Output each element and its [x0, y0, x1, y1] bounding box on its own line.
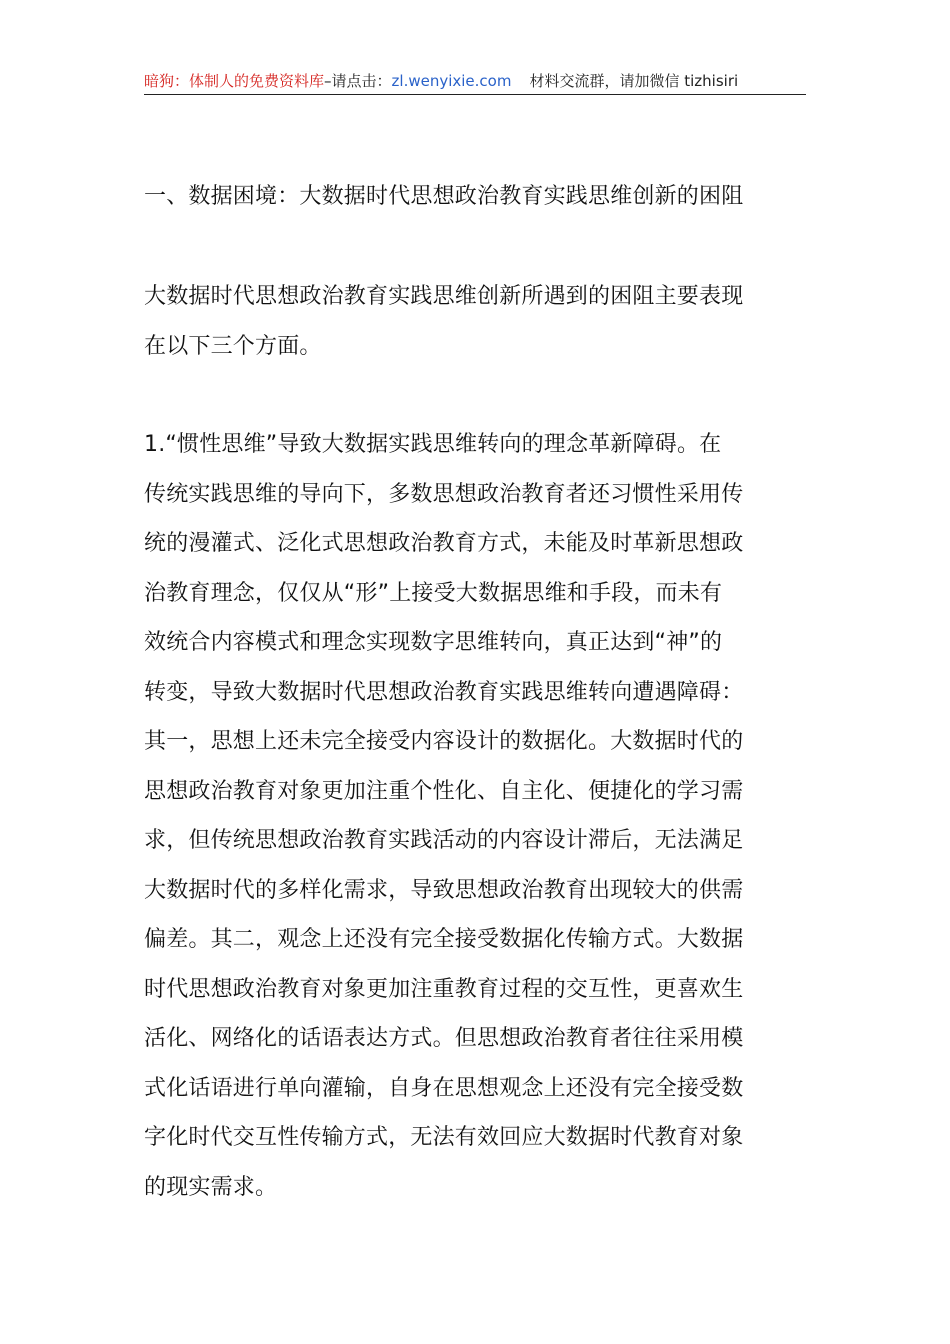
point-paragraph	[144, 420, 806, 1212]
paragraph-line: 其一，思想上还未完全接受内容设计的数据化。大数据时代的	[144, 729, 744, 754]
header-link-prefix: –请点击：	[324, 72, 392, 90]
paragraph-line: 偏差。其二，观念上还没有完全接受数据化传输方式。大数据	[144, 927, 744, 952]
paragraph-line: 治教育理念，仅仅从“形”上接受大数据思维和手段，而未有	[144, 580, 723, 606]
paragraph-line: 时代思想政治教育对象更加注重教育过程的交互性，更喜欢生	[144, 976, 744, 1002]
section-heading	[144, 172, 806, 222]
paragraph-line: 求，但传统思想政治教育实践活动的内容设计滞后，无法满足	[144, 828, 744, 853]
paragraph-line: 在以下三个方面。	[144, 333, 322, 359]
intro-paragraph	[144, 272, 806, 371]
paragraph-line: 大数据时代的多样化需求，导致思想政治教育出现较大的供需	[144, 877, 744, 903]
paragraph-line: 转变，导致大数据时代思想政治教育实践思维转向遭遇障碍：	[144, 679, 744, 705]
paragraph-line: 传统实践思维的导向下，多数思想政治教育者还习惯性采用传	[144, 481, 744, 507]
paragraph-line: 的现实需求。	[144, 1174, 278, 1200]
paragraph-line: 思想政治教育对象更加注重个性化、自主化、便捷化的学习需	[144, 778, 744, 804]
header-brand: 暗狗：体制人的免费资料库	[144, 72, 325, 90]
header-contact: 材料交流群，请加微信 tizhisiri	[529, 72, 739, 90]
paragraph-line: 活化、网络化的话语表达方式。但思想政治教育者往往采用模	[144, 1026, 744, 1051]
paragraph-line: 大数据时代思想政治教育实践思维创新所遇到的困阻主要表现	[144, 284, 744, 309]
header-link[interactable]: zl.wenyixie.com	[391, 72, 512, 90]
page-header	[144, 70, 806, 92]
paragraph-line: 字化时代交互性传输方式，无法有效回应大数据时代教育对象	[144, 1125, 744, 1150]
paragraph-line: 式化话语进行单向灌输，自身在思想观念上还没有完全接受数	[144, 1075, 744, 1101]
heading-text: 一、数据困境：大数据时代思想政治教育实践思维创新的困阻	[144, 184, 744, 209]
paragraph-line: 统的漫灌式、泛化式思想政治教育方式，未能及时革新思想政	[144, 531, 744, 556]
paragraph-line: 1.“惯性思维”导致大数据实践思维转向的理念革新障碍。在	[144, 432, 722, 457]
paragraph-line: 效统合内容模式和理念实现数字思维转向，真正达到“神”的	[144, 630, 723, 655]
header-divider	[144, 94, 806, 95]
